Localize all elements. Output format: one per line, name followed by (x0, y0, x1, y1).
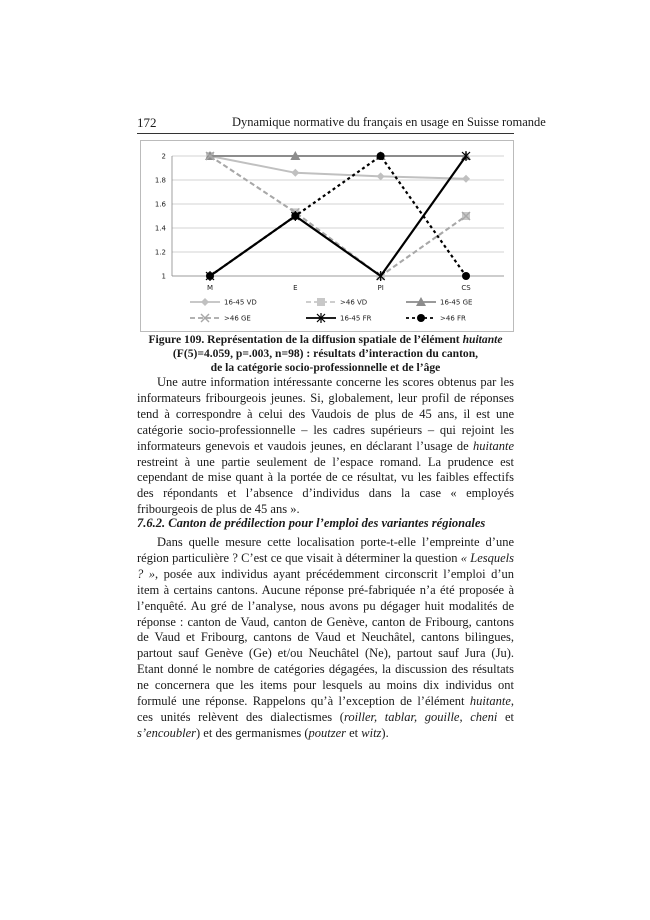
caption-line-1: Figure 109. Représentation de la diffusion spatiale de l’élément huitante (148, 333, 503, 346)
y-tick-label: 1.2 (154, 248, 166, 257)
legend-label: 16-45 VD (224, 298, 257, 307)
circle-marker (417, 314, 425, 322)
x-tick-label: E (293, 284, 298, 292)
x-tick-label: CS (461, 284, 471, 292)
legend-label: 16-45 FR (340, 314, 372, 323)
section-heading: 7.6.2. Canton de prédilection pour l’emploi des variantes régionales (137, 516, 486, 530)
x-tick-label: PI (377, 284, 384, 292)
figure-caption (137, 333, 514, 375)
y-tick-label: 1.8 (154, 176, 166, 185)
circle-marker (462, 272, 470, 280)
legend-label: >46 VD (340, 298, 368, 307)
header-rule (137, 133, 514, 134)
x-tick-label: M (206, 284, 214, 292)
legend-label: >46 GE (224, 314, 251, 323)
circle-marker (206, 272, 214, 280)
circle-marker (377, 152, 385, 160)
paragraph-1: Une autre information intéressante concerne les scores obtenus par les informateurs fribourgeois jeunes. Si, globalement, leur profil de réponses tend à correspondre à celui des Vaudois de plus de 45 ans, il est une catégorie socio-professionnelle – les cadres supérieurs – qui rejoint les informateurs genevois et vaudois jeunes, en déclarant l’usage de huitante restreint à une partie seulement de l’espace romand. La prudence est cependant de mise quant à la portée de ce résultat, vu les faibles effectifs des répondants et l’absence d’individus dans la case « employés fribourgeois de plus de 45 ans ». (137, 375, 514, 517)
running-header: Dynamique normative du français en usage en Suisse romande (232, 115, 546, 129)
caption-line-3: de la catégorie socio-professionnelle et de l’âge (210, 361, 441, 374)
legend-label: >46 FR (440, 314, 466, 323)
line-chart (140, 140, 514, 332)
circle-marker (291, 212, 299, 220)
paragraph-2: Dans quelle mesure cette localisation porte-t-elle l’empreinte d’une région particulière ? C’est ce que visait à déterminer la question « Lesquels ? », posée aux individus ayant précédemment circonscrit l’emploi d’un item à certains cantons. Aucune réponse pré-fabriquée n’a été proposée à l’enquêté. Au gré de l’analyse, nous avons pu dégager huit modalités de réponse : canton de Vaud, canton de Genève, canton de Fribourg, cantons de Vaud et Fribourg, cantons de Vaud et Neuchâtel, cantons bilingues, partout sauf Genève (Ge) et/ou Neuchâtel (Ne), partout sauf Jura (Ju). Etant donné le nombre de catégories dégagées, la discussion des résultats ne concernera que les items pour lesquels au moins dix individus ont formulé une réponse. Rappelons qu’à l’exception de l’élément huitante, ces unités relèvent des dialectismes (roiller, tablar, gouille, cheni et s’encoubler) et des germanismes (poutzer et witz). (137, 535, 515, 740)
square-marker (317, 298, 325, 306)
y-tick-label: 2 (161, 152, 166, 161)
page-number: 172 (137, 115, 157, 130)
y-tick-label: 1 (161, 272, 166, 281)
legend-label: 16-45 GE (440, 298, 473, 307)
y-tick-label: 1.6 (154, 200, 166, 209)
y-tick-label: 1.4 (154, 224, 166, 233)
caption-line-2: (F(5)=4.059, p=.003, n=98) : résultats d’interaction du canton, (172, 347, 479, 360)
caption-term: huitante (462, 333, 503, 346)
